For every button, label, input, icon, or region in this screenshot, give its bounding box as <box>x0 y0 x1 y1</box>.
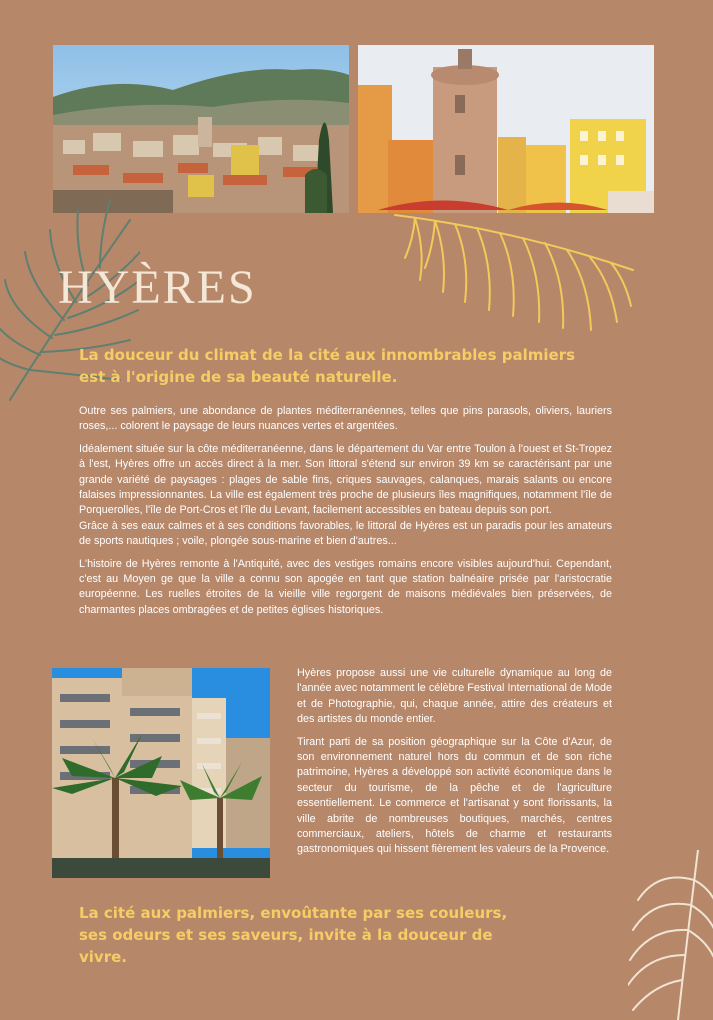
page-title: HYÈRES <box>58 261 257 314</box>
paragraph-geography: Idéalement située sur la côte méditerranéenne, dans le département du Var entre Toulon à l'ouest et St-Tropez à l'est, Hyères offre un accès direct à la mer. Son littoral s'étend sur environ 39 km se caractérisant par une grande variété de paysages : plages de sable fins, criques sauvages, calanques, marais salants ou encore falaises impressionnantes. La ville est également très proche de plusieurs îles magnifiques, notamment l'île de Porquerolles, l'île de Port-Cros et l'île du Levant, facilement accessibles en bateau depuis son port. <box>79 442 612 517</box>
closing-tagline: La cité aux palmiers, envoûtante par ses couleurs, ses odeurs et ses saveurs, invite à la douceur de vivre. <box>79 904 508 966</box>
palm-leaf-corner-decoration <box>628 850 713 1020</box>
paragraph-water-sports: Grâce à ses eaux calmes et à ses conditions favorables, le littoral de Hyères est un paradis pour les amateurs de sports nautiques ; voile, plongée sous-marine et bien d'autres... <box>79 519 612 548</box>
paragraph-economy: Tirant parti de sa position géographique sur la Côte d'Azur, de son environnement naturel hors du commun et de son riche patrimoine, Hyères a développé son activité économique dans le secteur du tourisme, de la pêche et de l'agriculture essentiellement. Le commerce et l'artisanat y sont florissants, la ville abrite de nombreuses boutiques, marchés, centres commerciaux, ateliers, hôtels de charme et restaurants gastronomiques qui hissent fièrement les valeurs de la Provence. <box>297 735 612 856</box>
paragraph-culture: Hyères propose aussi une vie culturelle dynamique au long de l'année avec notamment le célèbre Festival International de Mode et de Photographie, qui, chaque année, attire des créateurs et des artistes du monde entier. <box>297 667 612 726</box>
intro-tagline: La douceur du climat de la cité aux innombrables palmiers est à l'origine de sa beauté naturelle. <box>79 346 576 386</box>
hyeres-panorama-photo <box>53 45 349 213</box>
paragraph-history: L'histoire de Hyères remonte à l'Antiquité, avec des vestiges romains encore visibles aujourd'hui. Cependant, c'est au Moyen ge que la ville a connu son apogée en tant que station balnéaire prisée par l'aristocratie européenne. Les ruelles étroites de la vieille ville regorgent de maisons médiévales bien préservées, de charmantes places ombragées et de petites églises historiques. <box>79 557 612 616</box>
body-text-top <box>79 404 612 625</box>
body-text-right <box>297 666 612 865</box>
palm-leaf-right-decoration <box>385 210 635 335</box>
seafront-building-photo <box>52 668 270 878</box>
paragraph-plants: Outre ses palmiers, une abondance de plantes méditerranéennes, telles que pins parasols, oliviers, lauriers roses,... colorent le paysage de leurs nuances vertes et argentées. <box>79 405 612 433</box>
tower-square-photo <box>358 45 654 213</box>
